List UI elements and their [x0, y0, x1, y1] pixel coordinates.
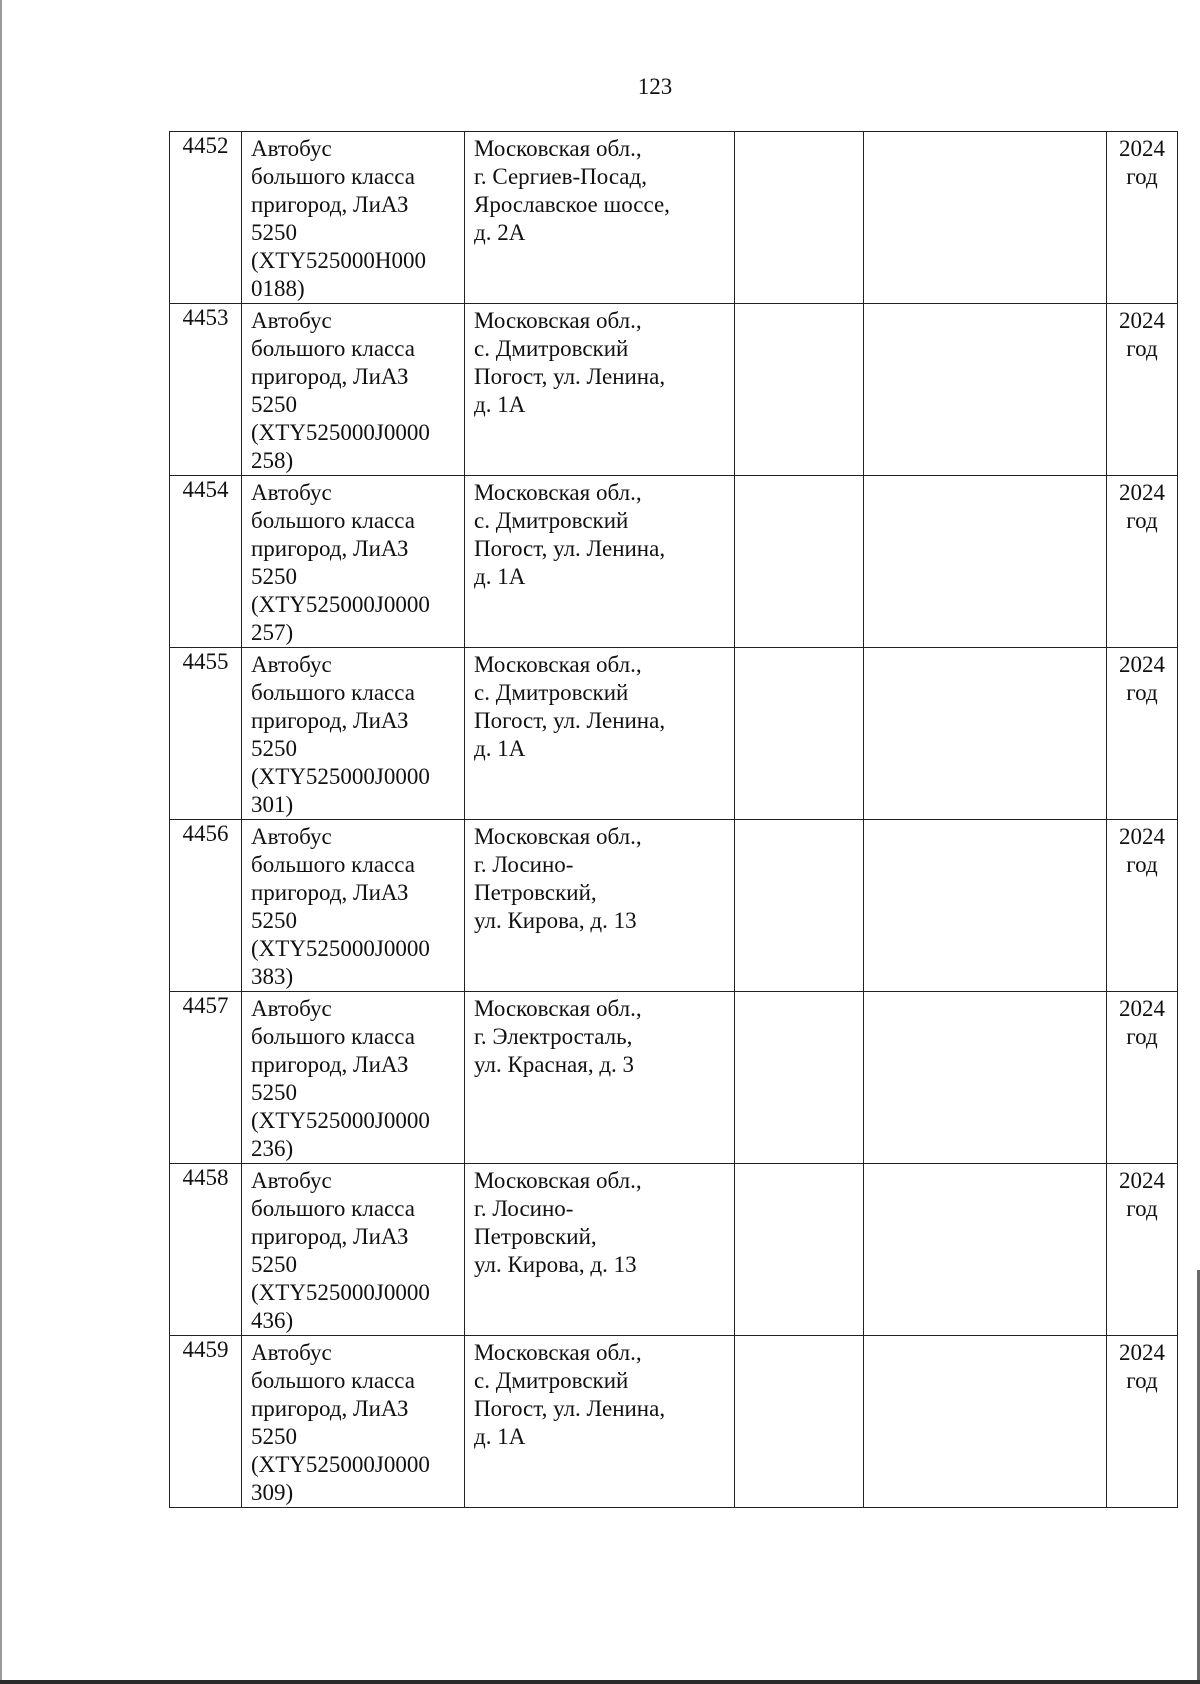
row-number-cell — [170, 476, 242, 648]
address-line: Московская обл., — [474, 136, 642, 161]
vehicle-name-line: пригород, ЛиАЗ — [251, 1396, 409, 1421]
address-cell — [465, 132, 735, 304]
vehicle-name-line: большого класса — [251, 508, 415, 533]
vehicle-name-line: (XTY525000J0000 — [251, 592, 430, 617]
vehicle-name-line: большого класса — [251, 1368, 415, 1393]
vehicle-name-cell — [242, 476, 465, 648]
vehicle-name-line: пригород, ЛиАЗ — [251, 1224, 409, 1249]
year-line: год — [1126, 680, 1158, 705]
year-cell — [1107, 476, 1178, 648]
vehicle-name-line: 5250 — [251, 392, 297, 417]
year-line: 2024 — [1119, 824, 1165, 849]
empty-cell — [735, 1336, 864, 1508]
vehicle-name-line: большого класса — [251, 680, 415, 705]
address-line: Погост, ул. Ленина, — [474, 364, 666, 389]
vehicle-name-line: большого класса — [251, 1024, 415, 1049]
vehicle-name-cell — [242, 648, 465, 820]
empty-cell — [735, 132, 864, 304]
address-line: Московская обл., — [474, 652, 642, 677]
address-line: д. 1А — [474, 392, 526, 417]
address-line: г. Электросталь, — [474, 1024, 633, 1049]
row-number: 4453 — [182, 305, 229, 330]
table-row — [170, 1164, 1178, 1336]
address-cell — [465, 820, 735, 992]
address-line: Московская обл., — [474, 996, 642, 1021]
year-cell — [1107, 1164, 1178, 1336]
vehicle-name-line: 5250 — [251, 736, 297, 761]
year-cell — [1107, 648, 1178, 820]
vehicle-name-line: (XTY525000J0000 — [251, 1280, 430, 1305]
year-line: год — [1126, 852, 1158, 877]
address-line: с. Дмитровский — [474, 336, 629, 361]
empty-cell — [735, 304, 864, 476]
vehicle-name-line: большого класса — [251, 164, 415, 189]
row-number-cell — [170, 304, 242, 476]
table-row — [170, 648, 1178, 820]
table-row — [170, 992, 1178, 1164]
vehicle-name-line: Автобус — [251, 136, 332, 161]
address-line: д. 1А — [474, 564, 526, 589]
vehicle-name-line: Автобус — [251, 308, 332, 333]
vehicle-name-cell — [242, 992, 465, 1164]
row-number: 4456 — [182, 821, 229, 846]
year-line: 2024 — [1119, 996, 1165, 1021]
empty-cell — [735, 820, 864, 992]
vehicle-name-line: 436) — [251, 1308, 294, 1333]
address-cell — [465, 992, 735, 1164]
row-number-cell — [170, 820, 242, 992]
vehicle-name-cell — [242, 1336, 465, 1508]
address-line: д. 1А — [474, 1424, 526, 1449]
address-line: Погост, ул. Ленина, — [474, 536, 666, 561]
row-number: 4455 — [182, 649, 229, 674]
table-row — [170, 820, 1178, 992]
vehicle-name-line: 309) — [251, 1480, 294, 1505]
address-cell — [465, 648, 735, 820]
row-number: 4454 — [182, 477, 229, 502]
address-line: ул. Кирова, д. 13 — [474, 908, 637, 933]
empty-cell — [735, 1164, 864, 1336]
vehicle-name-line: (XTY525000J0000 — [251, 1452, 430, 1477]
address-line: д. 2А — [474, 220, 526, 245]
address-cell — [465, 476, 735, 648]
row-number-cell — [170, 132, 242, 304]
vehicle-name-line: Автобус — [251, 480, 332, 505]
empty-cell — [735, 992, 864, 1164]
vehicle-name-line: пригород, ЛиАЗ — [251, 1052, 409, 1077]
table-row — [170, 476, 1178, 648]
empty-cell — [735, 476, 864, 648]
vehicle-name-cell — [242, 132, 465, 304]
vehicle-name-line: большого класса — [251, 1196, 415, 1221]
vehicle-name-line: 301) — [251, 792, 294, 817]
empty-cell — [864, 132, 1107, 304]
table-row — [170, 132, 1178, 304]
vehicle-name-line: 5250 — [251, 1252, 297, 1277]
empty-cell — [864, 820, 1107, 992]
year-line: 2024 — [1119, 1168, 1165, 1193]
vehicle-name-line: Автобус — [251, 996, 332, 1021]
year-line: 2024 — [1119, 308, 1165, 333]
year-line: 2024 — [1119, 1340, 1165, 1365]
vehicle-name-line: большого класса — [251, 852, 415, 877]
address-line: ул. Кирова, д. 13 — [474, 1252, 637, 1277]
vehicle-name-line: 258) — [251, 448, 294, 473]
address-cell — [465, 1164, 735, 1336]
row-number-cell — [170, 648, 242, 820]
empty-cell — [864, 304, 1107, 476]
address-line: Погост, ул. Ленина, — [474, 1396, 666, 1421]
year-cell — [1107, 132, 1178, 304]
row-number: 4452 — [182, 133, 229, 158]
address-line: с. Дмитровский — [474, 680, 629, 705]
row-number: 4458 — [182, 1165, 229, 1190]
address-line: Московская обл., — [474, 1168, 642, 1193]
address-line: ул. Красная, д. 3 — [474, 1052, 635, 1077]
row-number-cell — [170, 1164, 242, 1336]
vehicle-registry-table — [169, 131, 1178, 1508]
empty-cell — [864, 992, 1107, 1164]
address-line: г. Лосино- — [474, 1196, 574, 1221]
address-line: Московская обл., — [474, 308, 642, 333]
vehicle-name-line: 5250 — [251, 908, 297, 933]
empty-cell — [864, 476, 1107, 648]
vehicle-name-line: (XTY525000J0000 — [251, 936, 430, 961]
registry-body — [170, 132, 1178, 1508]
address-line: Погост, ул. Ленина, — [474, 708, 666, 733]
empty-cell — [735, 648, 864, 820]
address-line: Ярославское шоссе, — [474, 192, 670, 217]
vehicle-name-cell — [242, 820, 465, 992]
row-number-cell — [170, 1336, 242, 1508]
year-line: год — [1126, 1196, 1158, 1221]
scan-edge-bottom — [0, 1680, 1200, 1684]
year-cell — [1107, 1336, 1178, 1508]
year-line: 2024 — [1119, 136, 1165, 161]
address-cell — [465, 304, 735, 476]
empty-cell — [864, 1336, 1107, 1508]
vehicle-name-line: 0188) — [251, 276, 305, 301]
vehicle-name-line: 5250 — [251, 564, 297, 589]
row-number-cell — [170, 992, 242, 1164]
year-cell — [1107, 820, 1178, 992]
vehicle-name-line: пригород, ЛиАЗ — [251, 880, 409, 905]
year-cell — [1107, 992, 1178, 1164]
address-line: Петровский, — [474, 1224, 597, 1249]
year-line: 2024 — [1119, 480, 1165, 505]
table-row — [170, 304, 1178, 476]
vehicle-name-line: пригород, ЛиАЗ — [251, 708, 409, 733]
vehicle-name-cell — [242, 304, 465, 476]
address-line: д. 1А — [474, 736, 526, 761]
year-line: год — [1126, 1024, 1158, 1049]
row-number: 4459 — [182, 1337, 229, 1362]
vehicle-name-line: 383) — [251, 964, 294, 989]
vehicle-name-line: 5250 — [251, 1424, 297, 1449]
vehicle-name-line: 5250 — [251, 1080, 297, 1105]
address-line: Московская обл., — [474, 1340, 642, 1365]
vehicle-name-line: пригород, ЛиАЗ — [251, 536, 409, 561]
year-line: 2024 — [1119, 652, 1165, 677]
address-line: Московская обл., — [474, 824, 642, 849]
vehicle-name-line: большого класса — [251, 336, 415, 361]
vehicle-name-line: Автобус — [251, 652, 332, 677]
row-number: 4457 — [182, 993, 229, 1018]
year-line: год — [1126, 336, 1158, 361]
empty-cell — [864, 1164, 1107, 1336]
vehicle-name-line: 236) — [251, 1136, 294, 1161]
vehicle-name-line: Автобус — [251, 1340, 332, 1365]
address-line: г. Сергиев-Посад, — [474, 164, 647, 189]
address-cell — [465, 1336, 735, 1508]
vehicle-name-line: Автобус — [251, 824, 332, 849]
vehicle-name-cell — [242, 1164, 465, 1336]
year-line: год — [1126, 164, 1158, 189]
vehicle-name-line: 5250 — [251, 220, 297, 245]
address-line: г. Лосино- — [474, 852, 574, 877]
vehicle-name-line: пригород, ЛиАЗ — [251, 364, 409, 389]
vehicle-name-line: (XTY525000J0000 — [251, 764, 430, 789]
address-line: с. Дмитровский — [474, 508, 629, 533]
empty-cell — [864, 648, 1107, 820]
vehicle-name-line: пригород, ЛиАЗ — [251, 192, 409, 217]
vehicle-name-line: 257) — [251, 620, 294, 645]
vehicle-name-line: Автобус — [251, 1168, 332, 1193]
year-line: год — [1126, 508, 1158, 533]
vehicle-name-line: (XTY525000H000 — [251, 248, 427, 273]
vehicle-name-line: (XTY525000J0000 — [251, 420, 430, 445]
year-line: год — [1126, 1368, 1158, 1393]
page-number: 123 — [637, 74, 673, 99]
scan-edge-left — [0, 0, 2, 1684]
address-line: Московская обл., — [474, 480, 642, 505]
vehicle-name-line: (XTY525000J0000 — [251, 1108, 430, 1133]
address-line: Петровский, — [474, 880, 597, 905]
address-line: с. Дмитровский — [474, 1368, 629, 1393]
year-cell — [1107, 304, 1178, 476]
table-row — [170, 1336, 1178, 1508]
